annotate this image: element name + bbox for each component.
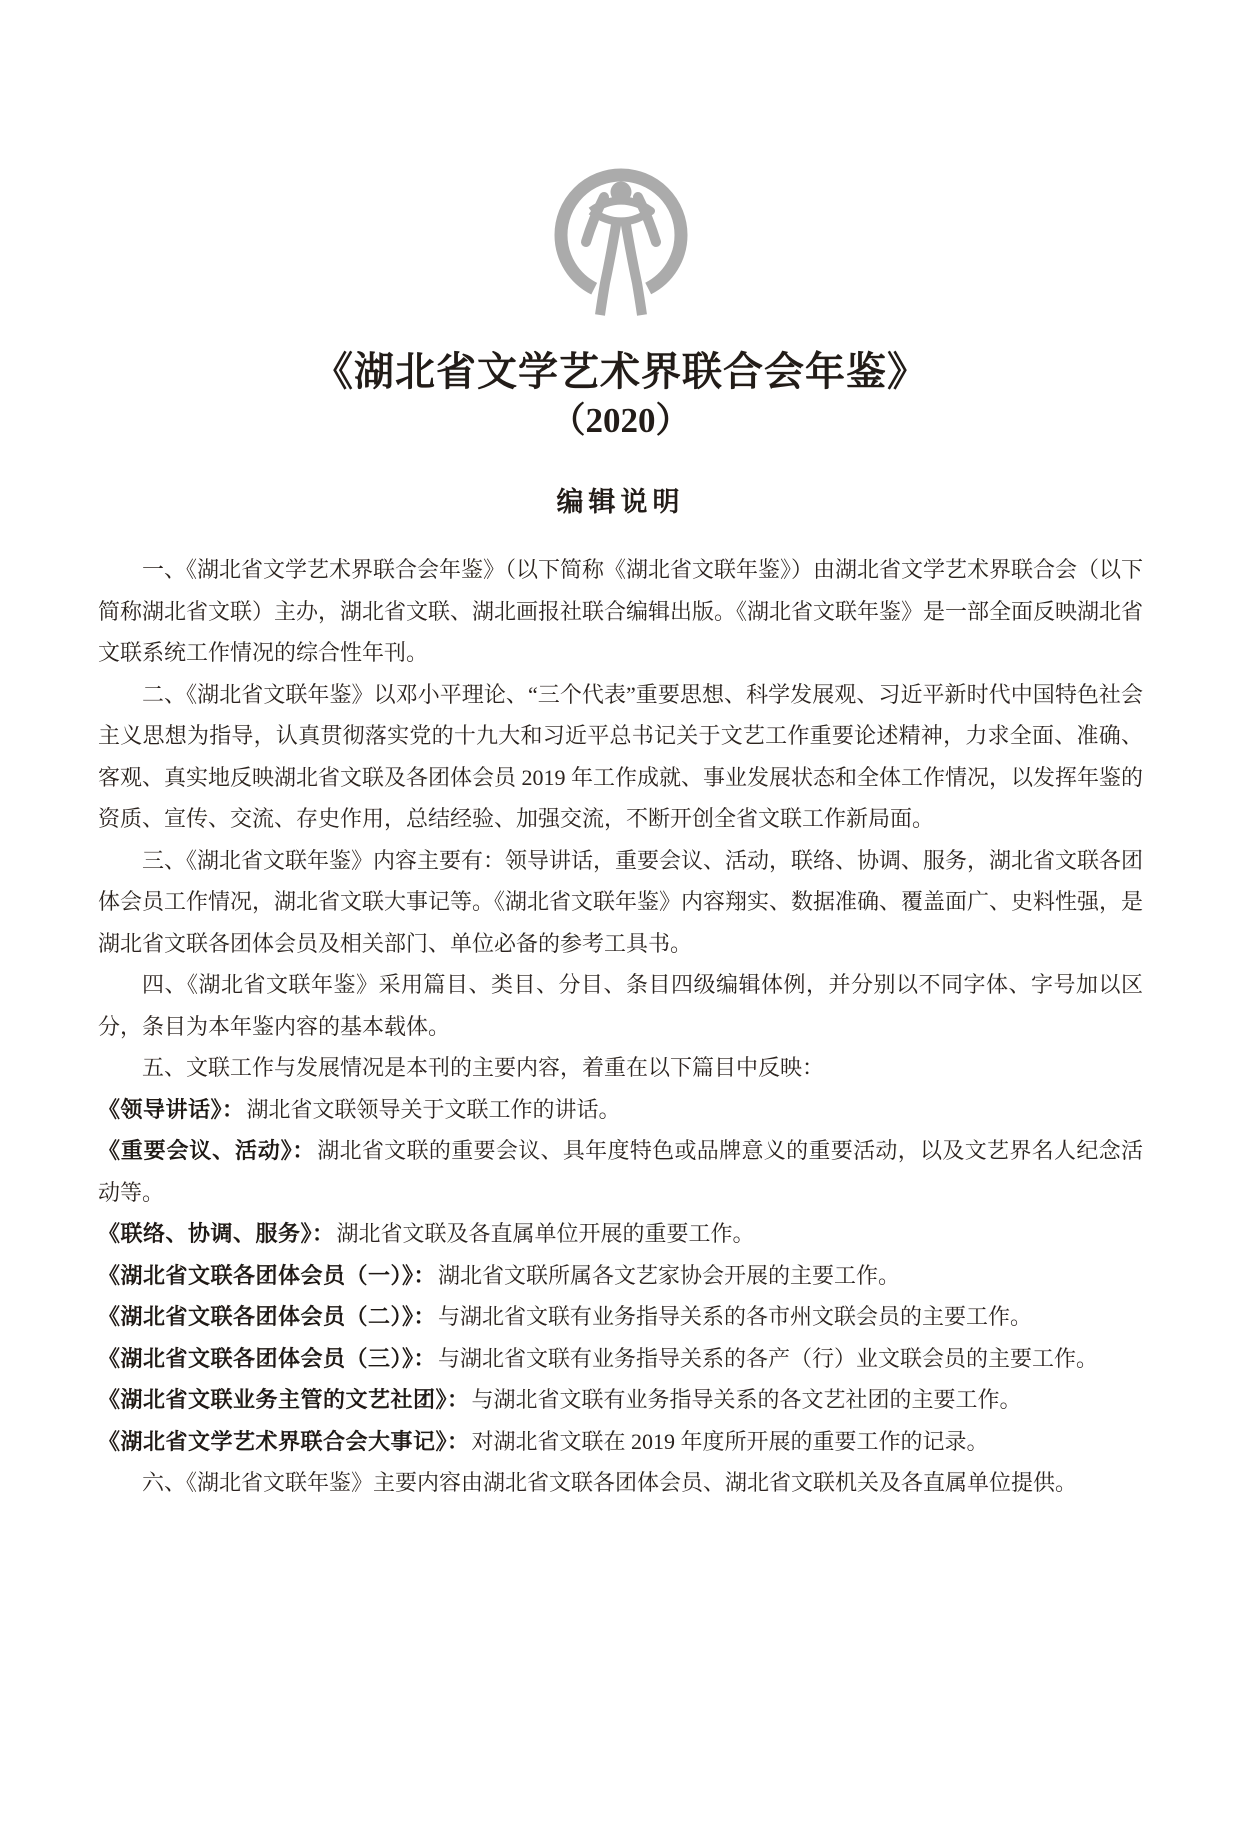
entry-art-societies	[98, 1379, 1143, 1421]
entry-body: 湖北省文联及各直属单位开展的重要工作。	[336, 1221, 755, 1246]
entry-heading: 《湖北省文学艺术界联合会大事记》：	[98, 1428, 470, 1454]
paragraph-4: 四、《湖北省文联年鉴》采用篇目、类目、分目、条目四级编辑体例，并分别以不同字体、字号加以区分，条目为本年鉴内容的基本载体。	[98, 972, 1143, 1039]
paragraph-6: 六、《湖北省文联年鉴》主要内容由湖北省文联各团体会员、湖北省文联机关及各直属单位提供。	[142, 1470, 1078, 1495]
paragraph-3: 三、《湖北省文联年鉴》内容主要有：领导讲话，重要会议、活动，联络、协调、服务，湖北省文联各团体会员工作情况，湖北省文联大事记等。《湖北省文联年鉴》内容翔实、数据准确、覆盖面广、史料性强，是湖北省文联各团体会员及相关部门、单位必备的参考工具书。	[98, 847, 1144, 956]
entry-heading: 《联络、协调、服务》：	[98, 1221, 335, 1246]
entry-liaison-service	[98, 1213, 1143, 1255]
paragraph-2: 二、《湖北省文联年鉴》以邓小平理论、“三个代表”重要思想、科学发展观、习近平新时代中国特色社会主义思想为指导，认真贯彻落实党的十九大和习近平总书记关于文艺工作重要论述精神，力求全面、准确、客观、真实地反映湖北省文联及各团体会员 2019 年工作成就、事业发展状态和全体工作情况，以发挥年鉴的资质、宣传、交流、存史作用，总结经验、加强交流，不断开创全省文联工作新局面。	[98, 681, 1144, 831]
entry-heading: 《湖北省文联各团体会员（一）》：	[98, 1262, 437, 1288]
entry-heading: 《湖北省文联各团体会员（二）》：	[98, 1304, 437, 1329]
emblem-leg-right	[625, 219, 642, 315]
entry-body: 湖北省文联领导关于文联工作的讲话。	[246, 1096, 621, 1122]
entry-heading: 《重要会议、活动》：	[98, 1138, 316, 1163]
paragraph-1: 一、《湖北省文学艺术界联合会年鉴》（以下简称《湖北省文联年鉴》）由湖北省文学艺术界联合会（以下简称湖北省文联）主办，湖北省文联、湖北画报社联合编辑出版。《湖北省文联年鉴》是一部全面反映湖北省文联系统工作情况的综合性年刊。	[98, 557, 1144, 665]
entry-leadership-speeches	[98, 1089, 1143, 1131]
entry-body: 湖北省文联的重要会议、具年度特色或品牌意义的重要活动，以及文艺界名人纪念活动等。	[98, 1138, 1143, 1205]
entry-body: 对湖北省文联在 2019 年度所开展的重要工作的记录。	[471, 1428, 989, 1454]
entry-group-members-2	[98, 1296, 1143, 1338]
entry-major-meetings	[98, 1130, 1143, 1213]
emblem-leg-left	[600, 219, 617, 315]
entry-group-members-3	[98, 1338, 1143, 1380]
document-page	[0, 163, 1241, 1847]
document-body	[98, 549, 1143, 1504]
document-year: （2020）	[550, 401, 691, 440]
section-heading: 编辑说明	[556, 487, 685, 517]
emblem-head	[610, 182, 631, 203]
entry-heading: 《湖北省文联业务主管的文艺社团》：	[98, 1387, 470, 1412]
paragraph-5: 五、文联工作与发展情况是本刊的主要内容，着重在以下篇目中反映：	[142, 1055, 825, 1080]
wenlian-emblem-icon	[551, 163, 691, 319]
entry-body: 湖北省文联所属各文艺家协会开展的主要工作。	[438, 1262, 901, 1288]
entry-body: 与湖北省文联有业务指导关系的各文艺社团的主要工作。	[471, 1387, 1022, 1412]
entry-body: 与湖北省文联有业务指导关系的各市州文联会员的主要工作。	[438, 1304, 1033, 1329]
entry-chronicle	[98, 1421, 1143, 1463]
document-title: 《湖北省文学艺术界联合会年鉴》	[313, 349, 928, 394]
entry-group-members-1	[98, 1255, 1143, 1297]
entry-heading: 《湖北省文联各团体会员（三）》：	[98, 1345, 437, 1371]
entry-body: 与湖北省文联有业务指导关系的各产（行）业文联会员的主要工作。	[438, 1345, 1099, 1371]
entry-heading: 《领导讲话》：	[98, 1096, 245, 1122]
